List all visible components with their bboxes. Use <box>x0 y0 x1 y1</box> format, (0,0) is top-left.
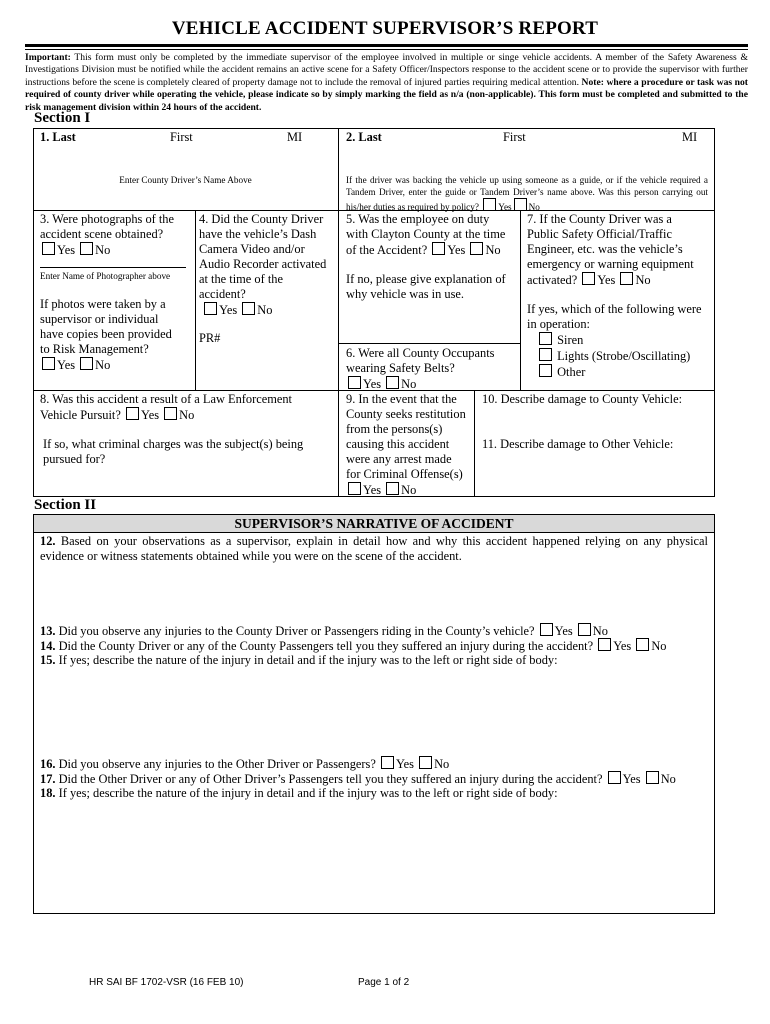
q18-question: 18. If yes; describe the nature of the injury in detail and if the injury was to the left or right side of body: <box>40 786 558 800</box>
q2-guide-name-field[interactable] <box>346 146 708 172</box>
q14-question: 14. Did the County Driver or any of the County Passengers tell you they suffered an injury during the accident? Yes No <box>40 639 667 653</box>
q8-yes-checkbox[interactable] <box>126 407 139 420</box>
q11-damage-field[interactable] <box>482 453 710 493</box>
section-1-heading: Section I <box>34 110 91 126</box>
q17-no-checkbox[interactable] <box>646 771 659 784</box>
narrative-title-bar: SUPERVISOR’S NARRATIVE OF ACCIDENT <box>33 514 715 533</box>
q4-yes-checkbox[interactable] <box>204 302 217 315</box>
q3-followup: If photos were taken by a supervisor or individual have copies been provided to Risk Management? Yes No <box>40 297 172 372</box>
q7-other-checkbox[interactable] <box>539 364 552 377</box>
grid-line <box>33 128 715 129</box>
q1-caption: Enter County Driver’s Name Above <box>119 175 252 185</box>
q2-label: 2. Last <box>346 130 382 144</box>
q1-mi-label: MI <box>287 130 303 144</box>
title-rule <box>25 44 748 47</box>
q5-followup: If no, please give explanation of why vehicle was in use. <box>346 272 506 301</box>
q3-question: 3. Were photographs of the accident scene obtained? Yes No <box>40 212 175 257</box>
q1-label: 1. Last <box>40 130 76 144</box>
q17-yes-checkbox[interactable] <box>608 771 621 784</box>
q18-injury-field[interactable] <box>40 803 708 908</box>
q2-yes-checkbox[interactable] <box>483 198 496 211</box>
q15-injury-field[interactable] <box>40 670 708 750</box>
q15-question: 15. If yes; describe the nature of the injury in detail and if the injury was to the left or right side of body: <box>40 653 558 667</box>
grid-line <box>33 913 715 914</box>
grid-line <box>195 210 196 390</box>
grid-line <box>714 128 715 497</box>
q12-question: 12. Based on your observations as a supervisor, explain in detail how and why this accident happened relying on any physical evidence or witness statements obtained while you were on the scene of the accident. <box>40 534 708 563</box>
q5-yes-checkbox[interactable] <box>432 242 445 255</box>
q3-photographer-field[interactable] <box>40 254 186 266</box>
q2-first-label: First <box>503 130 526 144</box>
section-2-heading: Section II <box>34 497 97 513</box>
q11-label: 11. Describe damage to Other Vehicle: <box>482 437 674 451</box>
form-title: VEHICLE ACCIDENT SUPERVISOR’S REPORT <box>171 18 599 39</box>
q1-driver-name-field[interactable] <box>40 146 332 174</box>
q2-mi-label: MI <box>682 130 698 144</box>
q8-charges-field[interactable] <box>40 468 332 492</box>
q13-question: 13. Did you observe any injuries to the County Driver or Passengers riding in the County’s vehicle? Yes No <box>40 624 608 638</box>
title-rule-thin <box>25 49 748 50</box>
q3-copies-no-checkbox[interactable] <box>80 357 93 370</box>
q7-followup: If yes, which of the following were in operation: Siren Lights (Strobe/Oscillating) Other <box>527 302 702 379</box>
q7-siren-checkbox[interactable] <box>539 332 552 345</box>
grid-line <box>339 343 520 344</box>
q14-yes-checkbox[interactable] <box>598 638 611 651</box>
grid-line <box>33 514 34 914</box>
q9-yes-checkbox[interactable] <box>348 482 361 495</box>
q6-question: 6. Were all County Occupants wearing Safety Belts? Yes No <box>346 346 495 391</box>
q13-yes-checkbox[interactable] <box>540 623 553 636</box>
q16-yes-checkbox[interactable] <box>381 756 394 769</box>
q8-question: 8. Was this accident a result of a Law Enforcement Vehicle Pursuit? Yes No <box>40 392 292 422</box>
q4-pr-number-label: PR# <box>199 331 221 345</box>
q5-question: 5. Was the employee on duty with Clayton County at the time of the Accident? Yes No <box>346 212 506 257</box>
q10-damage-field[interactable] <box>482 408 710 436</box>
q3-photographer-caption: Enter Name of Photographer above <box>40 271 171 281</box>
q2-no-checkbox[interactable] <box>514 198 527 211</box>
q7-lights-checkbox[interactable] <box>539 348 552 361</box>
q14-no-checkbox[interactable] <box>636 638 649 651</box>
q12-narrative-field[interactable] <box>40 566 708 620</box>
q3-copies-yes-checkbox[interactable] <box>42 357 55 370</box>
grid-line <box>520 210 521 390</box>
intro-paragraph: Important: This form must only be completed by the immediate supervisor of the employee involved in multiple or singe vehicle accidents. A member of the Safety Awareness & Investigations Division must be notified while the accident remains an active scene for a Safety Officer/Inspectors response to the accident scene or to provide the supervisor with further instructions before the scene is completely cleared of property damage not to include the removal of injured parties requiring medical attention. Note: where a procedure or task was not required of county driver while operating the vehicle, please indicate so by simply marking the field as n/a (non-applicable). This form must be completed and submitted to the risk management division within 24 hours of the accident. <box>25 52 748 113</box>
q7-yes-checkbox[interactable] <box>582 272 595 285</box>
q17-question: 17. Did the Other Driver or any of Other Driver’s Passengers tell you they suffered an injury during the accident? Yes No <box>40 772 676 786</box>
q2-caption: If the driver was backing the vehicle up using someone as a guide, or if the vehicle required a Tandem Driver, enter the guide or Tandem Driver’s name above. Was this person carrying out his/her duties as required by policy? Yes No <box>346 175 708 212</box>
grid-line <box>714 514 715 914</box>
grid-line <box>338 128 339 497</box>
form-id: HR SAI BF 1702-VSR (16 FEB 10) <box>89 977 244 988</box>
q6-no-checkbox[interactable] <box>386 376 399 389</box>
q4-pr-number-field[interactable] <box>222 329 332 345</box>
q16-no-checkbox[interactable] <box>419 756 432 769</box>
q8-no-checkbox[interactable] <box>164 407 177 420</box>
q7-no-checkbox[interactable] <box>620 272 633 285</box>
q6-yes-checkbox[interactable] <box>348 376 361 389</box>
q5-no-checkbox[interactable] <box>470 242 483 255</box>
page-number: Page 1 of 2 <box>358 977 410 988</box>
q5-explanation-field[interactable] <box>346 303 516 339</box>
q4-question: 4. Did the County Driver have the vehicle’s Dash Camera Video and/or Audio Recorder activated at the time of the accident? Yes No <box>199 212 327 317</box>
grid-line <box>474 390 475 497</box>
q10-label: 10. Describe damage to County Vehicle: <box>482 392 683 406</box>
photographer-underline <box>40 267 186 268</box>
q16-question: 16. Did you observe any injuries to the Other Driver or Passengers? Yes No <box>40 757 450 771</box>
q9-question: 9. In the event that the County seeks restitution from the persons(s) causing this accident were any arrest made for Criminal Offense(s) Yes No <box>346 392 466 497</box>
q7-question: 7. If the County Driver was a Public Safety Official/Traffic Engineer, etc. was the vehicle’s emergency or warning equipment activated? Yes No <box>527 212 694 287</box>
q13-no-checkbox[interactable] <box>578 623 591 636</box>
q4-no-checkbox[interactable] <box>242 302 255 315</box>
q1-first-label: First <box>170 130 193 144</box>
q9-no-checkbox[interactable] <box>386 482 399 495</box>
q8-followup: If so, what criminal charges was the subject(s) being pursued for? <box>43 437 304 466</box>
